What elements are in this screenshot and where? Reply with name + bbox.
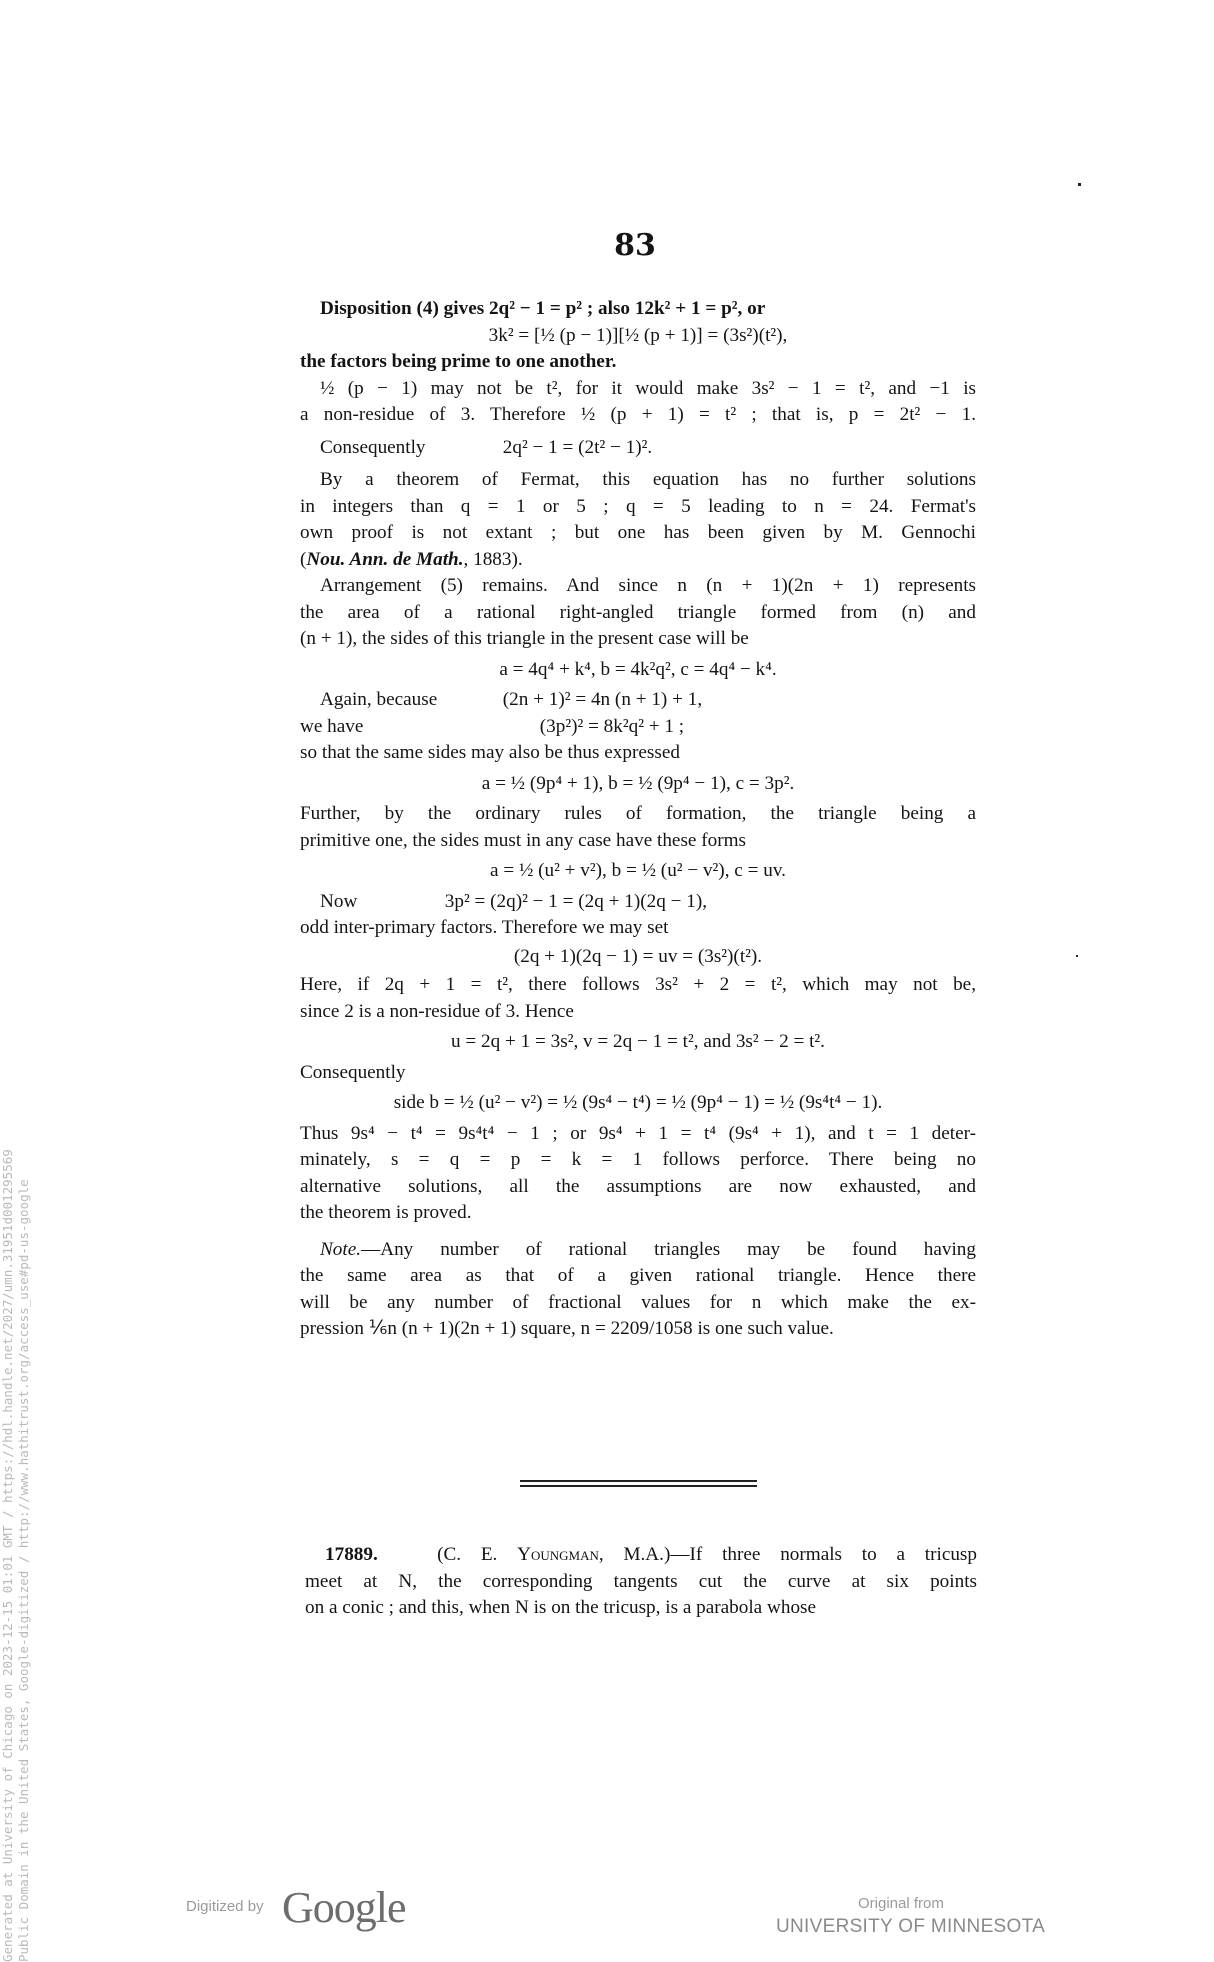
- author-name: Youngman: [517, 1544, 599, 1565]
- paragraph-line: alternative solutions, all the assumptions are now exhausted, and: [300, 1175, 976, 1197]
- again-equation-line: [300, 687, 976, 714]
- paragraph-line: own proof is not extant ; but one has been given by M. Gennochi: [300, 522, 976, 543]
- note-line: [300, 1237, 976, 1264]
- equation: a = ½ (9p⁴ + 1), b = ½ (9p⁴ − 1), c = 3p².: [481, 772, 795, 794]
- question-text: —If three normals to a tricusp: [670, 1544, 977, 1565]
- equation: 3p² = (2q)² − 1 = (2q + 1)(2q − 1),: [444, 890, 708, 912]
- journal-title: Nou. Ann. de Math.: [306, 548, 464, 570]
- paragraph-line: By a theorem of Fermat, this equation has no further solutions: [320, 469, 976, 490]
- paragraph-disposition-line: Disposition (4) gives 2q² − 1 = p² ; also 12k² + 1 = p², or: [320, 298, 766, 319]
- hathitrust-watermark: [0, 1149, 32, 1962]
- google-logo: Google: [282, 1883, 406, 1932]
- paragraph-line: ½ (p − 1) may not be t², for it would make 3s² − 1 = t², and −1 is: [320, 377, 976, 399]
- paragraph-line: so that the same sides may also be thus expressed: [300, 742, 680, 763]
- equation-label: we have: [300, 715, 364, 737]
- equation: (2n + 1)² = 4n (n + 1) + 1,: [502, 689, 703, 710]
- paragraph-line: Consequently: [300, 1061, 406, 1083]
- paragraph-line: minately, s = q = p = k = 1 follows perforce. There being no: [300, 1149, 976, 1170]
- equation: (3p²)² = 8k²q² + 1 ;: [539, 715, 685, 737]
- paragraph-line: odd inter-primary factors. Therefore we may set: [300, 917, 669, 938]
- paragraph-line: Further, by the ordinary rules of formation, the triangle being a: [300, 803, 976, 824]
- question-line: on a conic ; and this, when N is on the tricusp, is a parabola whose: [305, 1597, 817, 1618]
- paragraph-line: Arrangement (5) remains. And since n (n + 1)(2n + 1) represents: [320, 575, 976, 596]
- paragraph-line: the factors being prime to one another.: [300, 351, 617, 372]
- question-line: [305, 1542, 977, 1569]
- equation-label: Consequently: [320, 436, 426, 458]
- institution-name: UNIVERSITY OF MINNESOTA: [776, 1916, 1046, 1937]
- equation: 2q² − 1 = (2t² − 1)².: [502, 436, 653, 458]
- question-line: meet at N, the corresponding tangents cut the curve at six points: [305, 1570, 977, 1592]
- citation-line: (Nou. Ann. de Math., 1883).: [300, 548, 523, 570]
- note-line: pression ⅙n (n + 1)(2n + 1) square, n = 2209/1058 is one such value.: [300, 1318, 834, 1339]
- scan-speck: [1076, 955, 1078, 957]
- paragraph-line: since 2 is a non-residue of 3. Hence: [300, 1000, 574, 1022]
- citation-year: , 1883).: [463, 548, 523, 570]
- paragraph-line: primitive one, the sides must in any case have these forms: [300, 829, 746, 851]
- now-equation-line: [300, 889, 976, 916]
- page-number: 83: [614, 228, 656, 263]
- paragraph-line: a non-residue of 3. Therefore ½ (p + 1) = t² ; that is, p = 2t² − 1.: [300, 404, 976, 425]
- paragraph-line: Thus 9s⁴ − t⁴ = 9s⁴t⁴ − 1 ; or 9s⁴ + 1 = t⁴ (9s⁴ + 1), and t = 1 deter-: [300, 1122, 976, 1144]
- note-text: —Any number of rational triangles may be found having: [361, 1238, 976, 1260]
- article-body: [300, 296, 976, 1343]
- note-line: the same area as that of a given rational triangle. Hence there: [300, 1265, 976, 1286]
- equation: a = 4q⁴ + k⁴, b = 4k²q², c = 4q⁴ − k⁴.: [499, 658, 777, 680]
- author-open: (C. E.: [437, 1544, 518, 1565]
- equation-label: Again, because: [320, 689, 438, 710]
- paragraph-line: the area of a rational right-angled triangle formed from (n) and: [300, 601, 976, 623]
- section-divider-top: [520, 1480, 757, 1482]
- paragraph-line: Here, if 2q + 1 = t², there follows 3s² + 2 = t², which may not be,: [300, 974, 976, 995]
- paragraph-line: in integers than q = 1 or 5 ; q = 5 leading to n = 24. Fermat's: [300, 495, 976, 517]
- note-line: will be any number of fractional values for n which make the ex-: [300, 1291, 976, 1313]
- paragraph-line: the theorem is proved.: [300, 1202, 472, 1223]
- author-close: , M.A.): [598, 1544, 671, 1565]
- note-label: Note.: [320, 1238, 362, 1260]
- equation: (2q + 1)(2q − 1) = uv = (3s²)(t²).: [513, 945, 763, 967]
- we-have-equation-line: [300, 714, 976, 741]
- question-number: 17889.: [325, 1544, 378, 1565]
- spacer: [300, 1227, 976, 1237]
- watermark-line: Public Domain in the United States, Google-digitized / http://www.hathitrust.org/access_use#pd-us-google: [16, 1179, 31, 1962]
- question-17889: [305, 1542, 977, 1622]
- equation: u = 2q + 1 = 3s², v = 2q − 1 = t², and 3s² − 2 = t².: [451, 1031, 825, 1052]
- original-from-label: Original from: [858, 1895, 944, 1912]
- equation: a = ½ (u² + v²), b = ½ (u² − v²), c = uv.: [490, 860, 786, 881]
- scan-speck: [1078, 183, 1081, 186]
- equation: side b = ½ (u² − v²) = ½ (9s⁴ − t⁴) = ½ (9p⁴ − 1) = ½ (9s⁴t⁴ − 1).: [393, 1092, 883, 1113]
- section-divider-bottom: [520, 1485, 757, 1487]
- digitized-by-label: Digitized by: [186, 1898, 264, 1915]
- watermark-line: Generated at University of Chicago on 2023-12-15 01:01 GMT / https://hdl.handle.net/2027/umn.31951d001295569: [0, 1149, 15, 1962]
- consequently-equation-line: [300, 435, 976, 462]
- equation-label: Now: [320, 890, 358, 912]
- equation: 3k² = [½ (p − 1)][½ (p + 1)] = (3s²)(t²),: [488, 324, 788, 346]
- paragraph-line: (n + 1), the sides of this triangle in the present case will be: [300, 628, 749, 649]
